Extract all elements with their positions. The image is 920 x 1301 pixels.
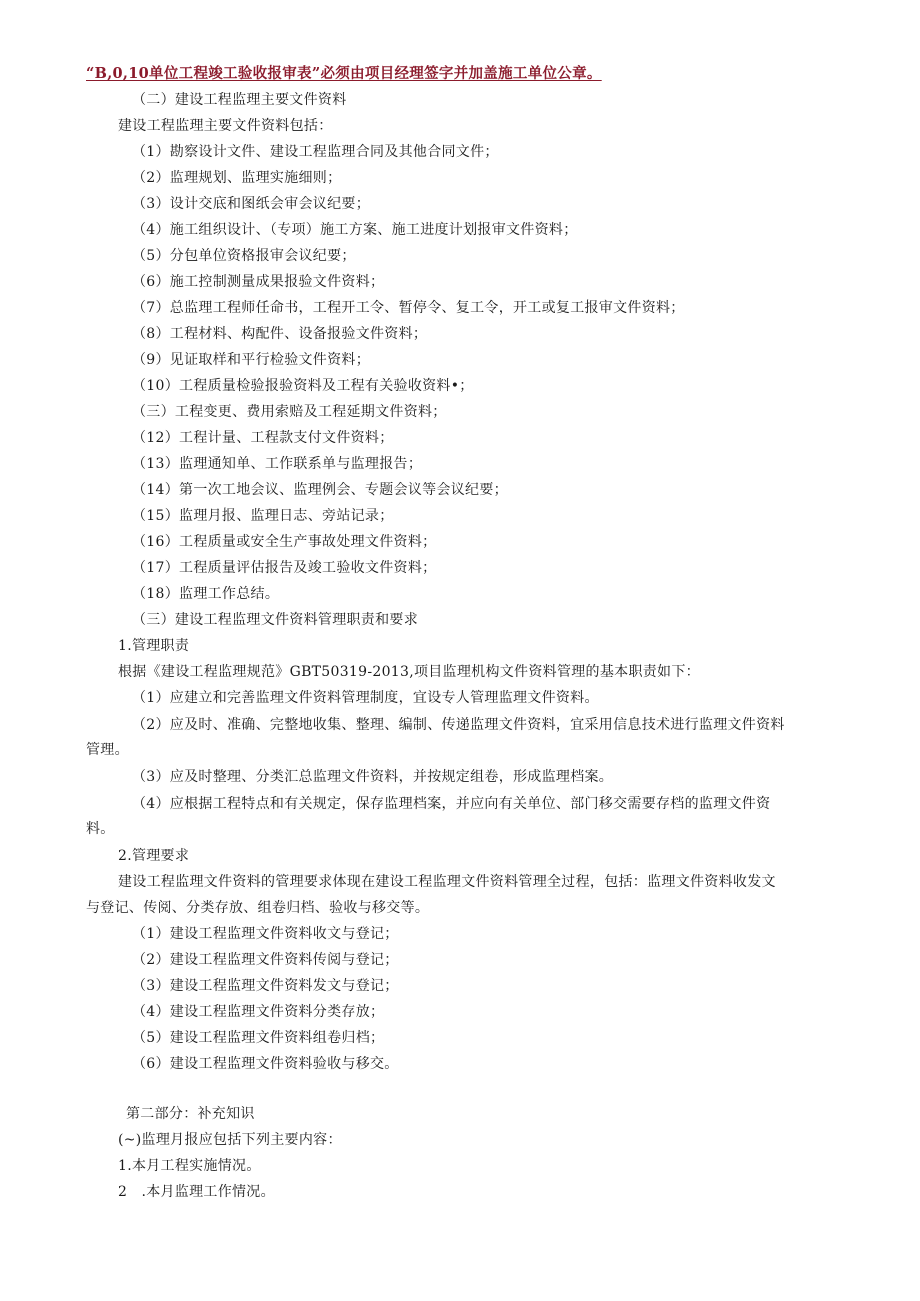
list-item: （4）施工组织设计、（专项）施工方案、施工进度计划报审文件资料； [132,222,578,238]
list-item: （17）工程质量评估报告及竣工验收文件资料； [132,560,437,576]
list-item: （13）监理通知单、工作联系单与监理报告； [132,456,423,472]
list-item: （1）建设工程监理文件资料收文与登记； [132,926,399,942]
section-3-title: （三）建设工程监理文件资料管理职责和要求 [132,612,418,628]
list-item: （15）监理月报、监理日志、旁站记录； [132,508,394,524]
list-item: （3）设计交底和图纸会审会议纪要； [132,196,371,212]
list-item: （12）工程计量、工程款支付文件资料； [132,430,394,446]
list-item: （3）建设工程监理文件资料发文与登记； [132,978,399,994]
header-red-note: “B,0,10单位工程竣工验收报审表”必须由项目经理签字并加盖施工单位公章。 [86,65,602,82]
list-item: （18）监理工作总结。 [132,586,280,602]
section-2-title: （二）建设工程监理主要文件资料 [132,92,347,108]
list-item: （5）分包单位资格报审会议纪要； [132,248,356,264]
list-item: （7）总监理工程师任命书，工程开工令、暂停令、复工令，开工或复工报审文件资料； [132,300,685,316]
list-item: （9）见证取样和平行检验文件资料； [132,352,371,368]
list-item: （三）工程变更、费用索赔及工程延期文件资料； [132,404,447,420]
list-item: （1）应建立和完善监理文件资料管理制度，宜设专人管理监理文件资料。 [132,690,599,706]
subsection-title: 1.管理职责 [118,638,190,654]
list-item: （2）建设工程监理文件资料传阅与登记； [132,952,399,968]
subsection-title: 2.管理要求 [118,848,190,864]
list-item: （6）施工控制测量成果报验文件资料； [132,274,385,290]
part-2-title: 第二部分：补充知识 [126,1106,255,1122]
list-item: （2）应及时、准确、完整地收集、整理、编制、传递监理文件资料，宜采用信息技术进行监理文件资料 [132,717,785,733]
list-item: 1.本月工程实施情况。 [118,1158,261,1174]
section-2-intro: 建设工程监理主要文件资料包括： [118,118,333,134]
list-item: （6）建设工程监理文件资料验收与移交。 [132,1056,399,1072]
paragraph: (~)监理月报应包括下列主要内容： [118,1132,342,1148]
list-item: （14）第一次工地会议、监理例会、专题会议等会议纪要； [132,482,508,498]
list-item: （4）建设工程监理文件资料分类存放； [132,1004,385,1020]
paragraph: 根据《建设工程监理规范》GBT50319-2013,项目监理机构文件资料管理的基本职责如下： [118,664,700,680]
list-item: （10）工程质量检验报验资料及工程有关验收资料•； [132,378,474,394]
paragraph: 建设工程监理文件资料的管理要求体现在建设工程监理文件资料管理全过程，包括：监理文件资料收发文 [118,874,776,890]
list-item: （16）工程质量或安全生产事故处理文件资料； [132,534,437,550]
list-item: （3）应及时整理、分类汇总监理文件资料，并按规定组卷，形成监理档案。 [132,769,614,785]
list-item: 2 .本月监理工作情况。 [118,1184,275,1200]
list-item-continuation: 料。 [86,821,115,837]
list-item: （2）监理规划、监理实施细则； [132,170,342,186]
list-item-continuation: 管理。 [86,742,129,758]
list-item: （1）勘察设计文件、建设工程监理合同及其他合同文件； [132,144,499,160]
list-item: （8）工程材料、构配件、设备报验文件资料； [132,326,428,342]
list-item: （4）应根据工程特点和有关规定，保存监理档案，并应向有关单位、部门移交需要存档的监理文件资 [132,796,771,812]
paragraph-continuation: 与登记、传阅、分类存放、组卷归档、验收与移交等。 [86,900,430,916]
list-item: （5）建设工程监理文件资料组卷归档； [132,1030,385,1046]
